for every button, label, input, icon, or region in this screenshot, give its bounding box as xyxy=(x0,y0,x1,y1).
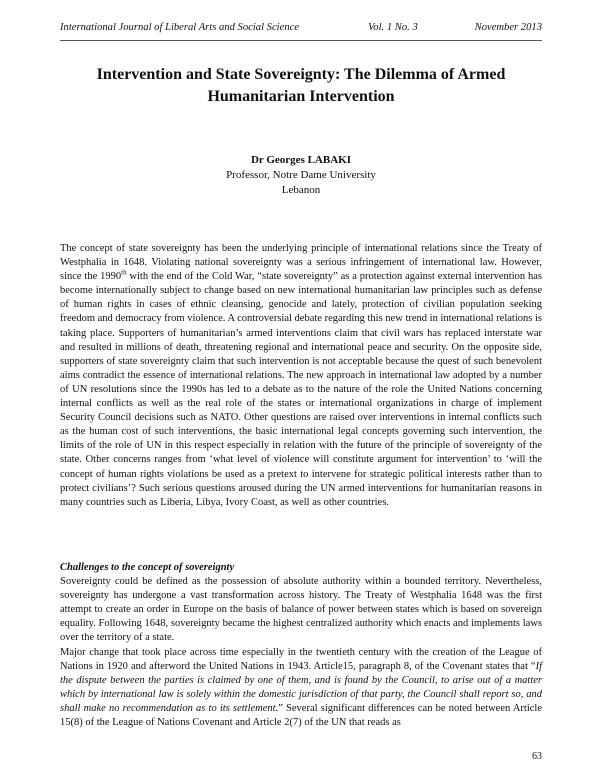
section-sovereignty xyxy=(60,561,542,730)
abstract-text-1: The concept of state sovereignty has been the underlying principle of international relations since the Treaty of Westphalia in 1648. Violating national sovereignty was a serious infringement of international law. However, since the 1990 xyxy=(60,243,542,283)
section-paragraph-2 xyxy=(60,646,542,731)
paper-title: Intervention and State Sovereignty: The Dilemma of Armed Humanitarian Intervention xyxy=(96,66,506,105)
author-name: Dr Georges LABAKI xyxy=(250,154,351,166)
running-header xyxy=(60,22,542,38)
covenant-quote: If the dispute between the parties is claimed by one of them, and is found by the Council, to arise out of a matter which by international law is solely within the domestic jurisdiction of that party, the Council shall report so, and shall make no recommendation as to its settlement. xyxy=(60,660,542,714)
author-block xyxy=(60,153,542,198)
author-affiliation: Professor, Notre Dame University xyxy=(226,169,376,181)
paragraph-2-text-a: Major change that took place across time especially in the twentieth century with the creation of the League of Nations in 1920 and afterword the United Nations in 1943. Article15, paragraph 8, of the Covenant states that “ xyxy=(60,646,542,672)
ordinal-superscript: th xyxy=(121,268,127,277)
page-number: 63 xyxy=(532,751,542,762)
header-rule xyxy=(60,40,542,41)
journal-name: International Journal of Liberal Arts and Social Science xyxy=(60,22,300,33)
abstract-text-2: with the end of the Cold War, “state sovereignty” as a protection against external intervention has become internationally subject to change based on new international humanitarian law principles such as defense of human rights in cases of ethnic cleansing, genocide and lately, protection of civilian population seeking freedom and democracy from violence. A controversial debate regarding this new trend in international relations is taking place. Supporters of humanitarian’s armed interventions claim that civil wars has replaced interstate war and resulted in millions of death, threatening regional and international peace and security. On the opposite side, supporters of state sovereignty claim that such intervention is not acceptable because the quest of such benevolent aims contradict the essence of international relations. The new approach in international law adopted by a number of UN resolutions since the 1990s has led to a debate as to the nature of the role the United Nations concerning internal conflicts as well as the real role of the states or international organizations in charge of implement Security Council decisions such as NATO. Other questions are raised over interventions in internal conflicts such as the human cost of such interventions, the basic international legal concepts governing such intervention, the limits of the role of UN in this respect especially in relation with the future of the principle of sovereignty of the state. Other concerns ranges from ‘what level of violence will constitute argument for intervention’ to ‘will the concept of human rights violations be used as a pretext to intervene for strategic political interests rather than to protect civilians’? Such serious questions aroused during the UN armed interventions for humanitarian reasons in many countries such as Liberia, Libya, Ivory Coast, as well as other countries. xyxy=(60,271,542,508)
section-paragraph-1: Sovereignty could be defined as the possession of absolute authority within a bounded territory. Nevertheless, sovereignty has undergone a vast transformation across history. The Treaty of Westphalia 1648 was the first attempt to create an order in Europe on the basis of balance of power between states which is based on sovereign equality. Following 1648, sovereignty became the highest centralized authority which enacts and implements laws over the territory of a state. xyxy=(60,576,542,644)
abstract xyxy=(60,242,542,510)
issue-date: November 2013 xyxy=(474,22,542,33)
abstract-paragraph xyxy=(60,242,542,510)
volume-number: Vol. 1 No. 3 xyxy=(368,22,418,33)
paragraph-2-text-b: ” Several significant differences can be noted between Article 15(8) of the League of Nations Covenant and Article 2(7) of the UN that reads as xyxy=(60,702,542,729)
author-country: Lebanon xyxy=(281,184,321,196)
section-heading: Challenges to the concept of sovereignty xyxy=(60,562,235,573)
